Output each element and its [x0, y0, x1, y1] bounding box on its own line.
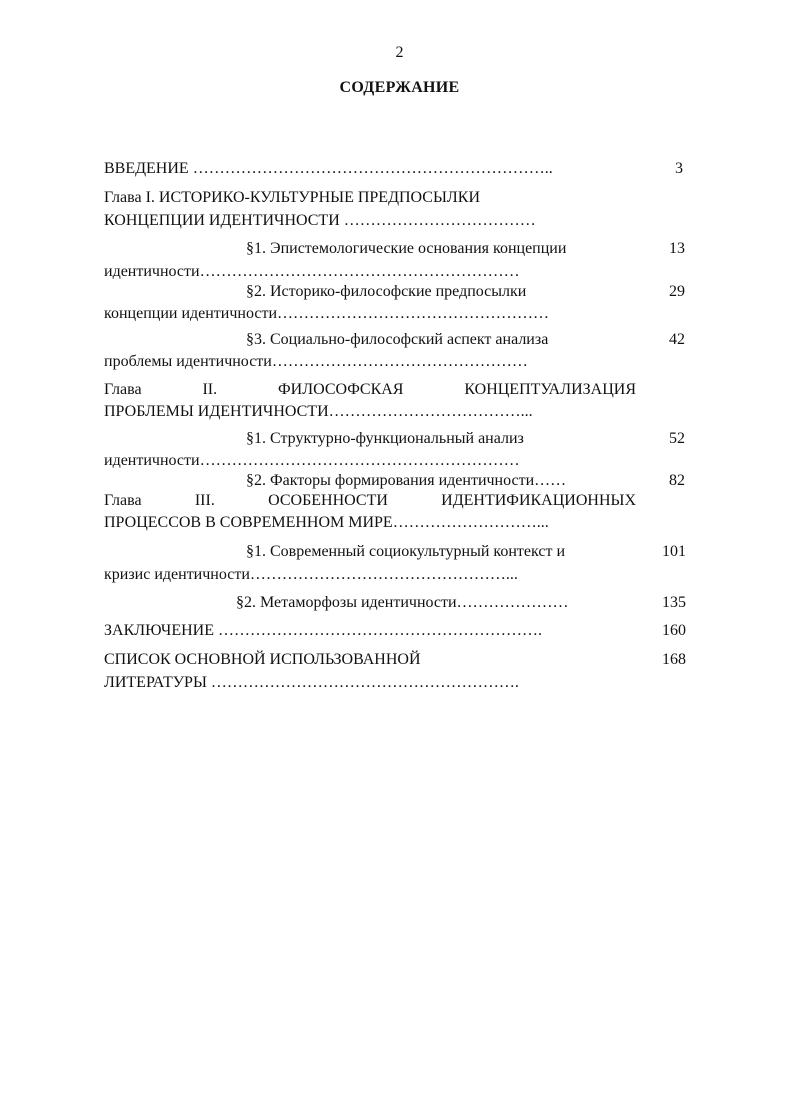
toc-entry-text: ПРОБЛЕМЫ ИДЕНТИЧНОСТИ………………………………...	[104, 403, 533, 420]
toc-page-number: 13	[669, 240, 685, 257]
toc-entry-text: концепции идентичности……………………………………………	[104, 305, 550, 322]
toc-entry-text: ВВЕДЕНИЕ …………………………………………………………..	[104, 160, 553, 177]
toc-entry-text: Глава I. ИСТОРИКО-КУЛЬТУРНЫЕ ПРЕДПОСЫЛКИ	[104, 189, 480, 206]
toc-entry-text: Глава III. ОСОБЕННОСТИ ИДЕНТИФИКАЦИОННЫХ	[104, 492, 636, 509]
toc-page-number: 52	[669, 430, 685, 447]
toc-entry-text: ЗАКЛЮЧЕНИЕ …………………………………………………….	[104, 622, 542, 639]
toc-entry-text: §1. Современный социокультурный контекст и	[246, 543, 566, 560]
toc-page-number: 101	[662, 543, 686, 560]
toc-entry-text: идентичности……………………………………………………	[104, 263, 520, 280]
toc-entry-text: ПРОЦЕССОВ В СОВРЕМЕННОМ МИРЕ………………………...	[104, 514, 549, 531]
page-title: СОДЕРЖАНИЕ	[339, 79, 460, 96]
toc-page-number: 82	[669, 472, 685, 489]
toc-entry-text: КОНЦЕПЦИИ ИДЕНТИЧНОСТИ ………………………………	[104, 212, 536, 229]
toc-entry-text: Глава II. ФИЛОСОФСКАЯ КОНЦЕПТУАЛИЗАЦИЯ	[104, 381, 636, 398]
toc-entry-text: проблемы идентичности…………………………………………	[104, 353, 528, 370]
toc-entry-text: СПИСОК ОСНОВНОЙ ИСПОЛЬЗОВАННОЙ	[104, 651, 421, 668]
toc-entry-text: идентичности……………………………………………………	[104, 452, 520, 469]
toc-entry-text: §3. Социально-философский аспект анализа	[246, 331, 549, 348]
toc-entry-text: §2. Метаморфозы идентичности…………………	[236, 594, 569, 611]
toc-entry-text: §1. Эпистемологические основания концепции	[246, 240, 567, 257]
toc-page-number: 3	[675, 160, 683, 177]
toc-page-number: 29	[669, 283, 685, 300]
toc-page-number: 42	[669, 331, 685, 348]
toc-entry-text: §2. Факторы формирования идентичности……	[246, 472, 567, 489]
page-number: 2	[395, 44, 404, 61]
toc-entry-text: §1. Структурно-функциональный анализ	[246, 430, 524, 447]
toc-page-number: 160	[662, 622, 686, 639]
toc-entry-text: §2. Историко-философские предпосылки	[246, 283, 527, 300]
toc-entry-text: ЛИТЕРАТУРЫ ………………………………………………….	[104, 674, 519, 691]
toc-page-number: 135	[662, 594, 686, 611]
toc-page-number: 168	[662, 651, 686, 668]
toc-entry-text: кризис идентичности…………………………………………...	[104, 566, 518, 583]
